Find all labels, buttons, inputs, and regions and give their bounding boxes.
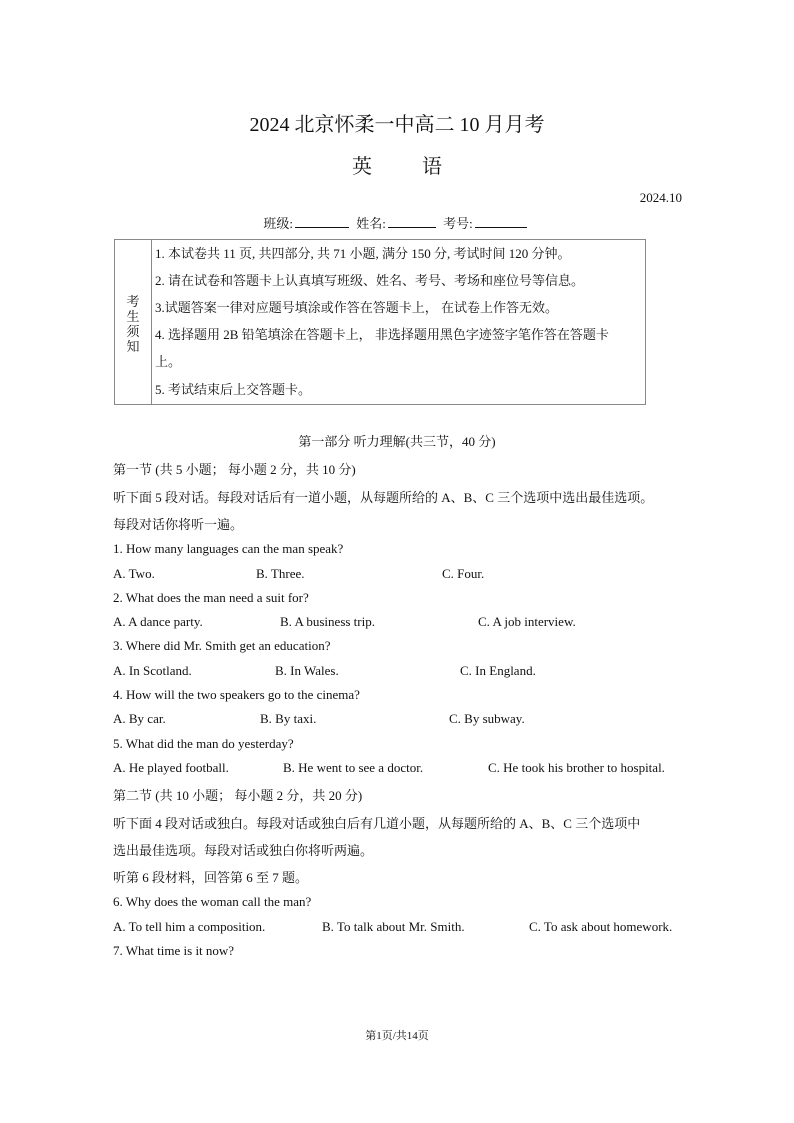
q6-option-a: A. To tell him a composition.: [113, 919, 266, 934]
q6-option-b: B. To talk about Mr. Smith.: [322, 919, 465, 934]
subject-right: 语: [422, 156, 442, 178]
exam-date: 2024.10: [639, 190, 682, 205]
q2-option-a: A. A dance party.: [113, 614, 203, 629]
side-char: 须: [126, 324, 140, 339]
question-3: 3. Where did Mr. Smith get an education?: [113, 638, 331, 653]
notice-line: 3.试题答案一律对应题号填涂或作答在答题卡上， 在试卷上作答无效。: [155, 300, 559, 315]
question-2: 2. What does the man need a suit for?: [113, 590, 309, 605]
number-blank[interactable]: [475, 215, 527, 228]
q1-option-c: C. Four.: [442, 566, 485, 581]
q1-option-a: A. Two.: [113, 566, 155, 581]
question-6: 6. Why does the woman call the man?: [113, 894, 312, 909]
notice-line: 5. 考试结束后上交答题卡。: [155, 382, 312, 397]
question-1: 1. How many languages can the man speak?: [113, 541, 344, 556]
q5-option-c: C. He took his brother to hospital.: [488, 760, 665, 775]
section1-instructions-2: 每段对话你将听一遍。: [113, 517, 244, 532]
q4-option-b: B. By taxi.: [260, 711, 317, 726]
q2-option-c: C. A job interview.: [478, 614, 576, 629]
class-blank[interactable]: [295, 215, 349, 228]
part1-heading: 第一部分 听力理解(共三节，40 分): [298, 434, 496, 449]
q2-option-b: B. A business trip.: [280, 614, 375, 629]
section2-instructions-2: 选出最佳选项。每段对话或独白你将听两遍。: [113, 843, 374, 858]
q6-option-c: C. To ask about homework.: [529, 919, 673, 934]
question-4: 4. How will the two speakers go to the cinema?: [113, 687, 360, 702]
student-info-line: [0, 213, 794, 232]
section1-heading: 第一节 (共 5 小题； 每小题 2 分，共 10 分): [113, 462, 356, 477]
q3-option-b: B. In Wales.: [275, 663, 339, 678]
q4-option-c: C. By subway.: [449, 711, 525, 726]
section1-instructions: 听下面 5 段对话。每段对话后有一道小题，从每题所给的 A、B、C 三个选项中选出最佳选项。: [113, 490, 654, 505]
notice-line: 上。: [155, 354, 182, 369]
q5-option-a: A. He played football.: [113, 760, 229, 775]
name-label: 姓名:: [356, 216, 386, 231]
notice-box: [114, 239, 646, 405]
notice-line: 1. 本试卷共 11 页, 共四部分, 共 71 小题, 满分 150 分, 考试时间 120 分钟。: [155, 246, 571, 261]
question-5: 5. What did the man do yesterday?: [113, 736, 294, 751]
q1-option-b: B. Three.: [256, 566, 305, 581]
notice-line: 4. 选择题用 2B 铅笔填涂在答题卡上， 非选择题用黑色字迹签字笔作答在答题卡: [155, 327, 609, 342]
notice-line: 2. 请在试卷和答题卡上认真填写班级、姓名、考号、考场和座位号等信息。: [155, 273, 585, 288]
name-blank[interactable]: [388, 215, 436, 228]
subject-title: [0, 150, 794, 179]
number-label: 考号:: [443, 216, 473, 231]
section2-instructions: 听下面 4 段对话或独白。每段对话或独白后有几道小题，从每题所给的 A、B、C 三个选项中: [113, 816, 641, 831]
side-char: 知: [126, 339, 140, 354]
material-6-heading: 听第 6 段材料，回答第 6 至 7 题。: [113, 870, 309, 885]
question-7: 7. What time is it now?: [113, 943, 235, 958]
subject-left: 英: [352, 156, 372, 178]
notice-side: [115, 240, 152, 404]
section2-heading: 第二节 (共 10 小题； 每小题 2 分，共 20 分): [113, 788, 363, 803]
q3-option-c: C. In England.: [460, 663, 536, 678]
class-label: 班级:: [263, 216, 293, 231]
side-char: 生: [126, 309, 140, 324]
q3-option-a: A. In Scotland.: [113, 663, 192, 678]
notice-side-label: [115, 294, 151, 354]
page-footer: 第1页/共14页: [365, 1030, 429, 1042]
side-char: 考: [126, 294, 140, 309]
exam-title: 2024 北京怀柔一中高二 10 月月考: [249, 114, 545, 136]
q4-option-a: A. By car.: [113, 711, 166, 726]
q5-option-b: B. He went to see a doctor.: [283, 760, 424, 775]
